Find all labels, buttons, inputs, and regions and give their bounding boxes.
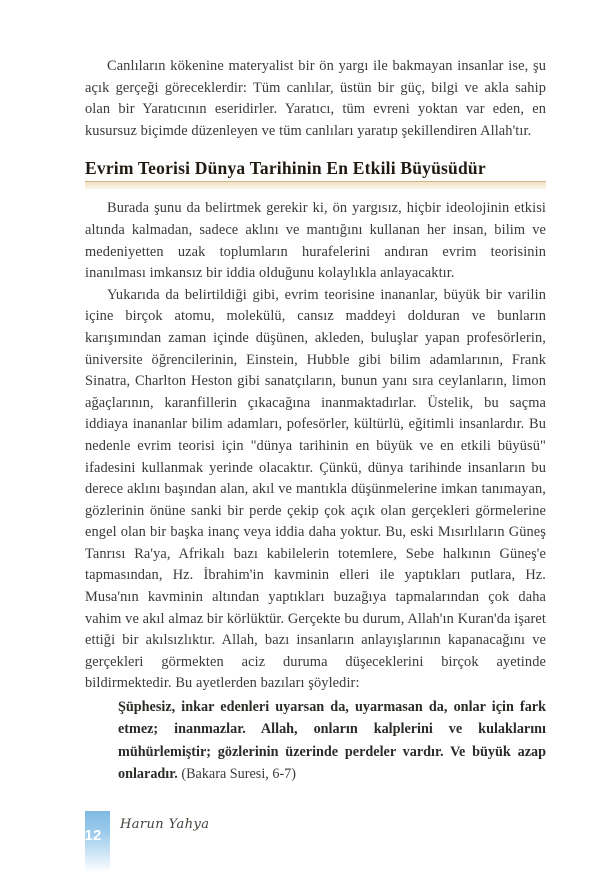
page-number-bar: [76, 811, 110, 872]
page-number: 212: [76, 828, 102, 844]
body-paragraph-1: Burada şunu da belirtmek gerekir ki, ön yargısız, hiçbir ideolojinin etkisi altında kalmadan, sadece aklını ve mantığını kullanan her insan, bilim ve medeniyetten uzak toplumların hurafelerini andıran evrim teorisinin inanılması imkansız bir iddia olduğunu kolaylıkla anlayacaktır.: [85, 200, 546, 282]
section-heading: [85, 157, 546, 189]
text-column: [85, 56, 546, 786]
verse-quote-text: Şüphesiz, inkar edenleri uyarsan da, uyarmasan da, onlar için fark etmez; inanmazlar. Allah, onların kalplerini ve kulaklarını mühürlemiştir; gözlerinin üzerinde perdeler vardır. Ve büyük azap onlaradır.: [118, 699, 546, 783]
body-paragraph-2: Yukarıda da belirtildiği gibi, evrim teorisine inananlar, büyük bir varilin içine birçok atomu, molekülü, cansız maddeyi dolduran ve bunların karışımından zaman içinde düşünen, akleden, buluşlar yapan profesörlerin, üniversite öğrencilerinin, Einstein, Hubble gibi bilim adamlarının, Frank Sinatra, Charlton Heston gibi sanatçıların, bunun yanı sıra ceylanların, limon ağaçlarının, karanfillerin çıkacağına inanmaktadırlar. Üstelik, bu saçma iddiaya inananlar bilim adamları, pofesörler, kültürlü, eğitimli insanlardır. Bu nedenle evrim teorisi için "dünya tarihinin en büyük ve en etkili büyüsü" ifadesini kullanmak yerinde olacaktır. Çünkü, dünya tarihinde insanların bu derece aklını başından alan, akıl ve mantıkla düşünmelerine imkan tanımayan, gözlerinin önüne sanki bir perde çekip çok açık olan gerçekleri görmelerine engel olan bir başka inanç veya iddia daha yoktur. Bu, eski Mısırlıların Güneş Tanrısı Ra'ya, Afrikalı bazı kabilelerin totemlere, Sebe halkının Güneş'e tapmasından, Hz. İbrahim'in kavminin elleri ile yaptıkları putlara, Hz. Musa'nın kavminin altından yaptıkları buzağıya tapmalarından çok daha vahim ve akıl almaz bir körlüktür. Gerçekte bu durum, Allah'ın Kuran'da işaret ettiği bir akılsızlıktır. Allah, bazı insanların anlayışlarının kapanacağını ve gerçekleri görmekten aciz duruma düşeceklerini birçok ayetinde bildirmektedir. Bu ayetlerden bazıları şöyledir:: [85, 286, 546, 692]
section-heading-text: Evrim Teorisi Dünya Tarihinin En Etkili Büyüsüdür: [85, 158, 486, 179]
heading-underline-bar: [85, 181, 546, 189]
verse-quote-block: [118, 696, 546, 786]
verse-quote-citation: (Bakara Suresi, 6-7): [181, 766, 296, 783]
intro-paragraph: Canlıların kökenine materyalist bir ön yargı ile bakmayan insanlar ise, şu açık gerçeği göreceklerdir: Tüm canlılar, üstün bir güç, bilgi ve akla sahip olan bir Yaratıcının eseridirler. Yaratıcı, tüm evreni yoktan var eden, en kusursuz biçimde düzenleyen ve tüm canlıları yaratıp şekillendiren Allah'tır.: [85, 58, 546, 139]
running-header-author: Harun Yahya: [120, 817, 210, 832]
